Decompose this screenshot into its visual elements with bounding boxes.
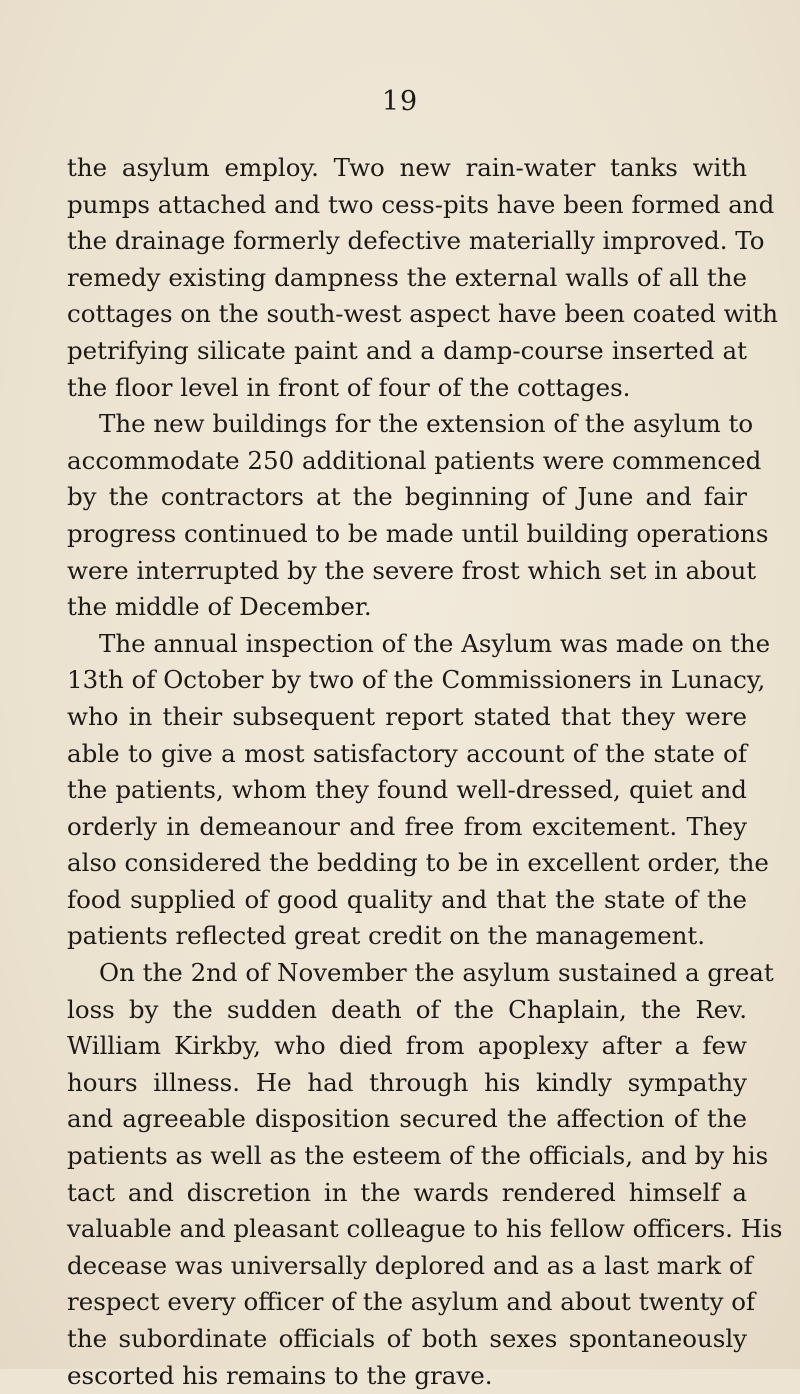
text-line: hours illness. He had through his kindly sympathy: [67, 1067, 747, 1097]
text-line: the patients, whom they found well-dressed, quiet and: [67, 775, 747, 805]
text-line: William Kirkby, who died from apoplexy after a few: [67, 1031, 747, 1061]
body-text: [67, 150, 783, 1394]
text-line: patients as well as the esteem of the officials, and by his: [67, 1141, 769, 1171]
paragraph-new-buildings: [67, 406, 769, 626]
text-line: orderly in demeanour and free from excitement. They: [67, 811, 747, 841]
text-line: respect every officer of the asylum and about twenty of: [67, 1287, 756, 1317]
text-line: the middle of December.: [67, 592, 372, 622]
text-line: the floor level in front of four of the cottages.: [67, 372, 631, 402]
text-line: were interrupted by the severe frost which set in about: [67, 555, 757, 585]
text-line: who in their subsequent report stated that they were: [67, 701, 747, 731]
text-line: able to give a most satisfactory account of the state of: [67, 738, 747, 768]
text-line: cottages on the south-west aspect have been coated with: [67, 299, 779, 329]
text-line: remedy existing dampness the external walls of all the: [67, 262, 747, 292]
text-line: valuable and pleasant colleague to his fellow officers. His: [67, 1214, 783, 1244]
text-line: patients reflected great credit on the management.: [67, 921, 706, 951]
text-line: progress continued to be made until building operations: [67, 518, 769, 548]
text-line: food supplied of good quality and that the state of the: [67, 884, 747, 914]
text-line: and agreeable disposition secured the affection of the: [67, 1104, 747, 1134]
text-line: 13th of October by two of the Commissioners in Lunacy,: [67, 665, 766, 695]
paragraph-continuation: [67, 150, 779, 406]
page-number: 19: [381, 86, 419, 117]
text-line: decease was universally deplored and as a last mark of: [67, 1250, 753, 1280]
text-line: also considered the bedding to be in excellent order, the: [67, 848, 769, 878]
text-line: The annual inspection of the Asylum was made on the: [99, 628, 771, 658]
text-line: tact and discretion in the wards rendered himself a: [67, 1177, 747, 1207]
paragraph-annual-inspection: [67, 626, 771, 955]
paragraph-chaplain-death: [67, 955, 783, 1394]
text-line: pumps attached and two cess-pits have been formed and: [67, 189, 775, 219]
text-line: loss by the sudden death of the Chaplain, the Rev.: [67, 994, 747, 1024]
text-line: escorted his remains to the grave.: [67, 1360, 493, 1390]
text-line: On the 2nd of November the asylum sustained a great: [99, 958, 774, 988]
text-line: accommodate 250 additional patients were commenced: [67, 445, 762, 475]
text-line: the asylum employ. Two new rain-water tanks with: [67, 153, 747, 182]
text-line: petrifying silicate paint and a damp-course inserted at: [67, 335, 747, 365]
text-line: the drainage formerly defective materially improved. To: [67, 226, 765, 256]
text-line: by the contractors at the beginning of June and fair: [67, 482, 747, 512]
text-line: The new buildings for the extension of the asylum to: [99, 409, 754, 439]
text-line: the subordinate officials of both sexes spontaneously: [67, 1324, 747, 1353]
